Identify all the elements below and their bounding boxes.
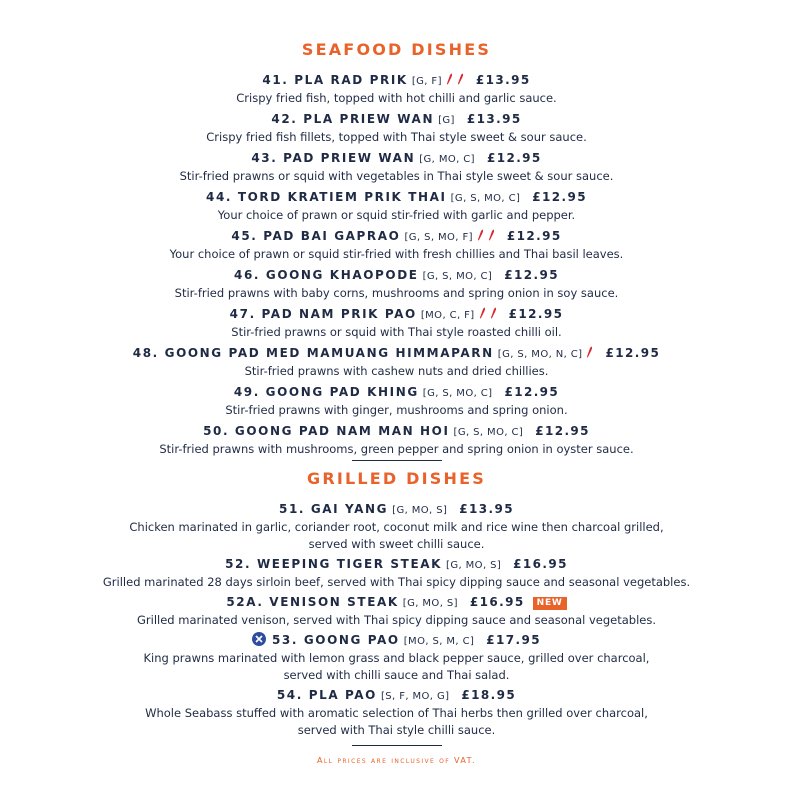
dish-name: 48. GOONG PAD MED MAMUANG HIMMAPARN	[132, 346, 494, 360]
grilled-list	[0, 501, 793, 739]
dish-name: 41. PLA RAD PRIK	[262, 73, 408, 87]
dish-description: Stir-fried prawns with ginger, mushrooms and spring onion.	[225, 403, 568, 417]
dish-item	[0, 632, 793, 684]
footer-divider	[352, 745, 442, 746]
dish-heading	[0, 189, 793, 207]
chilli-icon	[488, 229, 495, 241]
dish-description: Crispy fried fish, topped with hot chilli and garlic sauce.	[236, 91, 557, 105]
dish-description: served with chilli sauce and Thai salad.	[283, 668, 510, 682]
dish-allergens: [MO, C, F]	[420, 310, 475, 321]
dish-item	[0, 345, 793, 380]
dish-name: 42. PLA PRIEW WAN	[271, 112, 435, 126]
dish-heading	[0, 632, 793, 650]
dish-item	[0, 556, 793, 591]
dish-description: Grilled marinated 28 days sirloin beef, served with Thai spicy dipping sauce and seasonal vegetables.	[102, 575, 691, 589]
chilli-icon	[477, 229, 484, 241]
dish-heading	[0, 267, 793, 285]
dish-heading	[0, 384, 793, 402]
dish-heading	[0, 150, 793, 168]
dish-price: £12.95	[508, 307, 564, 321]
dish-allergens: [G, S, MO, F]	[404, 232, 473, 243]
dish-item	[0, 72, 793, 107]
dish-description: Your choice of prawn or squid stir-fried with fresh chillies and Thai basil leaves.	[169, 247, 624, 261]
dish-heading	[0, 306, 793, 324]
dish-item	[0, 306, 793, 341]
new-badge: NEW	[533, 597, 567, 610]
dish-heading	[0, 594, 793, 612]
dish-name: 46. GOONG KHAOPODE	[234, 268, 419, 282]
dish-name: 54. PLA PAO	[276, 688, 377, 702]
dish-allergens: [G, MO, S]	[446, 560, 502, 571]
dish-name: 45. PAD BAI GAPRAO	[231, 229, 401, 243]
dish-price: £12.95	[532, 190, 587, 204]
dish-price: £12.95	[605, 346, 661, 360]
dish-item	[0, 189, 793, 224]
vat-note: All prices are inclusive of VAT.	[317, 756, 476, 765]
dish-price: £12.95	[506, 229, 562, 243]
dish-description: Stir-fried prawns or squid with Thai style roasted chilli oil.	[231, 325, 562, 339]
dish-heading	[0, 556, 793, 574]
dish-item	[0, 228, 793, 263]
dish-description: Your choice of prawn or squid stir-fried with garlic and pepper.	[217, 208, 576, 222]
dish-description: Stir-fried prawns with baby corns, mushrooms and spring onion in soy sauce.	[174, 286, 619, 300]
dish-heading	[0, 501, 793, 519]
dish-name: 53. GOONG PAO	[271, 633, 400, 647]
dish-description: Stir-fried prawns with cashew nuts and dried chillies.	[244, 364, 549, 378]
dish-price: £12.95	[486, 151, 542, 165]
dish-item	[0, 594, 793, 629]
dish-allergens: [G, S, MO, C]	[453, 427, 524, 438]
dish-price: £17.95	[486, 633, 541, 647]
dish-name: 51. GAI YANG	[279, 502, 389, 516]
dish-heading	[0, 72, 793, 90]
dish-price: £13.95	[475, 73, 531, 87]
dish-price: £16.95	[513, 557, 568, 571]
dish-price: £13.95	[459, 502, 514, 516]
dish-allergens: [G, S, MO, N, C]	[497, 349, 583, 360]
seafood-list	[0, 72, 793, 458]
dish-price: £13.95	[466, 112, 522, 126]
dish-name: 44. TORD KRATIEM PRIK THAI	[206, 190, 447, 204]
dish-price: £12.95	[535, 424, 590, 438]
chilli-icon	[446, 73, 453, 85]
dish-heading	[0, 345, 793, 363]
dish-heading	[0, 228, 793, 246]
dish-price: £12.95	[504, 385, 560, 399]
dish-heading	[0, 111, 793, 129]
dish-item	[0, 384, 793, 419]
dish-price: £16.95	[469, 595, 525, 609]
dish-allergens: [S, F, MO, G]	[380, 691, 450, 702]
chilli-icon	[457, 73, 464, 85]
dish-description: King prawns marinated with lemon grass and black pepper sauce, grilled over charcoal,	[143, 651, 650, 665]
dish-allergens: [G, MO, C]	[419, 154, 475, 165]
dish-description: Grilled marinated venison, served with Thai spicy dipping sauce and seasonal vegetables.	[136, 613, 657, 627]
dish-name: 43. PAD PRIEW WAN	[251, 151, 416, 165]
dish-price: £12.95	[504, 268, 559, 282]
dish-description: served with sweet chilli sauce.	[308, 537, 485, 551]
dish-description: Stir-fried prawns with mushrooms, green pepper and spring onion in oyster sauce.	[159, 442, 634, 456]
chilli-icon	[479, 307, 486, 319]
dish-allergens: [G, S, MO, C]	[450, 193, 521, 204]
chilli-icon	[490, 307, 497, 319]
dish-heading	[0, 687, 793, 705]
grilled-title: GRILLED DISHES	[307, 469, 486, 488]
dish-name: 50. GOONG PAD NAM MAN HOI	[203, 424, 450, 438]
seafood-section	[0, 40, 793, 462]
section-divider	[352, 460, 442, 461]
dish-description: Chicken marinated in garlic, coriander root, coconut milk and rice wine then charcoal grilled,	[129, 520, 664, 534]
chilli-icon	[586, 346, 593, 358]
dish-item	[0, 501, 793, 553]
dish-name: 47. PAD NAM PRIK PAO	[229, 307, 417, 321]
dish-allergens: [G, S, MO, C]	[422, 271, 493, 282]
signature-dish-icon	[252, 632, 266, 646]
dish-name: 49. GOONG PAD KHING	[233, 385, 419, 399]
dish-item	[0, 111, 793, 146]
dish-item	[0, 150, 793, 185]
dish-description: served with Thai style chilli sauce.	[297, 723, 496, 737]
dish-description: Stir-fried prawns or squid with vegetables in Thai style sweet & sour sauce.	[179, 169, 614, 183]
dish-item	[0, 267, 793, 302]
seafood-title: SEAFOOD DISHES	[301, 40, 492, 59]
dish-item	[0, 423, 793, 458]
dish-allergens: [G]	[438, 115, 455, 126]
dish-allergens: [G, MO, S]	[392, 505, 448, 516]
dish-heading	[0, 423, 793, 441]
dish-allergens: [G, S, MO, C]	[422, 388, 493, 399]
dish-price: £18.95	[461, 688, 517, 702]
dish-description: Crispy fried fish fillets, topped with Thai style sweet & sour sauce.	[206, 130, 587, 144]
dish-allergens: [G, MO, S]	[402, 598, 458, 609]
dish-name: 52. WEEPING TIGER STEAK	[225, 557, 443, 571]
grilled-section	[0, 469, 793, 742]
dish-name: 52A. VENISON STEAK	[226, 595, 399, 609]
dish-allergens: [MO, S, M, C]	[403, 636, 475, 647]
dish-item	[0, 687, 793, 739]
dish-allergens: [G, F]	[411, 76, 442, 87]
dish-description: Whole Seabass stuffed with aromatic selection of Thai herbs then grilled over charcoal,	[145, 706, 648, 720]
